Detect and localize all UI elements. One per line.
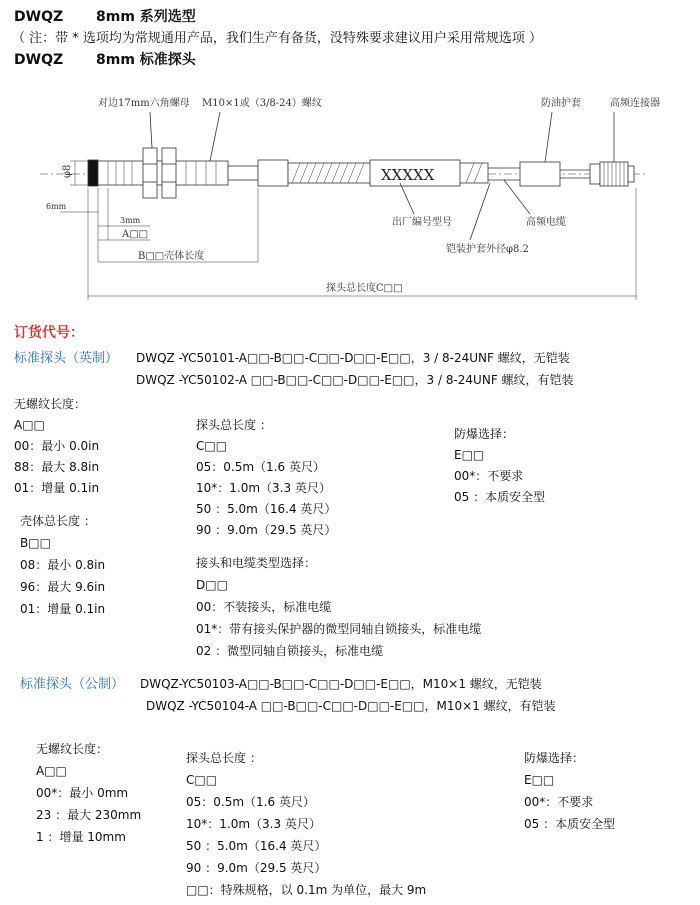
group-code: A□□ [14, 418, 45, 432]
drawing-a-label: A□□ [122, 229, 149, 240]
imperial-code-1: DWQZ -YC50101-A□□-B□□-C□□-D□□-E□□，3 / 8-24UNF 螺纹，无铠装 [136, 351, 570, 365]
imperial-thread-length-group [14, 394, 99, 499]
list-item: 05 ：本质安全型 [524, 817, 616, 831]
list-item: 96：最大 9.6in [20, 580, 106, 594]
drawing-marking-label: XXXXX [381, 166, 435, 184]
list-item: 90 ：9.0m（29.5 英尺） [196, 523, 337, 537]
title-series: 8mm 系列选型 [96, 9, 196, 25]
probe-drawing [0, 78, 700, 308]
group-title: 探头总长度 ： [196, 418, 272, 432]
drawing-oil-sleeve-label: 防油护套 [541, 98, 581, 109]
hex-nut-2 [162, 148, 176, 198]
metric-code-1: DWQZ-YC50103-A□□-B□□-C□□-D□□-E□□，M10×1 螺纹，无铠装 [140, 677, 542, 691]
group-code: A□□ [36, 764, 67, 778]
group-code: C□□ [196, 439, 228, 453]
drawing-cable-label: 高频电缆 [526, 217, 566, 228]
group-title: 无螺纹长度： [14, 397, 87, 411]
list-item: 90 ：9.0m（29.5 英尺） [186, 861, 327, 875]
imperial-code-2: DWQZ -YC50102-A □□-B□□-C□□-D□□-E□□，3 / 8-24UNF 螺纹，有铠装 [136, 373, 574, 387]
drawing-thread-label: M10×1或（3/8-24）螺纹 [202, 98, 322, 109]
list-item: 1 ：增量 10mm [36, 830, 126, 844]
list-item: 05：0.5m（1.6 英尺） [196, 460, 325, 474]
imperial-total-length-group [196, 415, 336, 541]
group-title: 无螺纹长度： [36, 742, 109, 756]
list-item: 02 ：微型同轴自锁接头，标准电缆 [196, 644, 384, 658]
drawing-6mm-label: 6mm [46, 202, 67, 211]
group-code: E□□ [454, 448, 485, 462]
group-title: 防爆选择： [454, 427, 515, 441]
metric-thread-length-group [36, 738, 141, 848]
title-model: DWQZ [14, 9, 64, 25]
oil-sleeve [520, 162, 560, 186]
metric-total-length-group [186, 747, 426, 901]
imperial-label: 标准探头（英制） [14, 351, 119, 366]
list-item: 10*：1.0m（3.3 英尺） [196, 481, 331, 495]
metric-label: 标准探头（公制） [20, 677, 125, 692]
list-item: 10*：1.0m（3.3 英尺） [186, 817, 321, 831]
list-item: 50 ：5.0m（16.4 英尺） [196, 502, 337, 516]
list-item: 00*：不要求 [524, 795, 594, 809]
list-item: 00*：最小 0mm [36, 786, 129, 800]
group-title: 接头和电缆类型选择： [196, 556, 317, 570]
list-item: □□：特殊规格，以 0.1m 为单位，最大 9m [186, 883, 427, 897]
header-subtitle [14, 49, 196, 69]
group-code: E□□ [524, 773, 555, 787]
order-title: 订货代号： [14, 325, 84, 341]
list-item: 01：增量 0.1in [14, 481, 100, 495]
imperial-explosion-group [454, 424, 545, 508]
list-item: 05：0.5m（1.6 英尺） [186, 795, 315, 809]
group-code: C□□ [186, 773, 218, 787]
metric-code-2: DWQZ -YC50104-A □□-B□□-C□□-D□□-E□□，M10×1 螺纹，有铠装 [146, 699, 556, 713]
metric-explosion-group [524, 747, 615, 835]
drawing-serial-label: 出厂编号型号 [392, 217, 452, 228]
list-item: 01*：带有接头保护器的微型同轴自锁接头，标准电缆 [196, 622, 482, 636]
list-item: 08：最小 0.8in [20, 558, 106, 572]
drawing-armor-label: 铠装护套外径φ8.2 [446, 244, 529, 255]
list-item: 05 ：本质安全型 [454, 490, 546, 504]
list-item: 00：最小 0.0in [14, 439, 100, 453]
group-title: 壳体总长度 ： [20, 514, 96, 528]
body-tail [228, 166, 258, 180]
group-title: 探头总长度 ： [186, 751, 262, 765]
list-item: 50 ：5.0m（16.4 英尺） [186, 839, 327, 853]
group-code: B□□ [20, 536, 51, 550]
list-item: 23 ：最大 230mm [36, 808, 142, 822]
list-item: 00：不装接头，标准电缆 [196, 600, 332, 614]
drawing-b-label: B□□壳体长度 [138, 251, 205, 262]
imperial-cable-type-group [196, 552, 481, 662]
imperial-case-length-group [20, 510, 105, 620]
subtitle-text: 8mm 标准探头 [96, 52, 196, 68]
drawing-phi8-label: φ8 [62, 164, 73, 178]
list-item: 00*：不要求 [454, 469, 524, 483]
group-code: D□□ [196, 578, 228, 592]
hex-nut-1 [143, 148, 157, 198]
group-title: 防爆选择： [524, 751, 585, 765]
drawing-total-length-label: 探头总长度C□□ [326, 283, 403, 294]
list-item: 88：最大 8.8in [14, 460, 100, 474]
list-item: 01：增量 0.1in [20, 602, 106, 616]
header-note: （ 注：带 * 选项均为常规通用产品，我们生产有备货，没特殊要求建议用户采用常规选项 ） [12, 31, 543, 46]
drawing-3mm-label: 3mm [120, 216, 141, 225]
subtitle-model: DWQZ [14, 52, 64, 68]
header-title [14, 6, 196, 26]
drawing-hex-nut-label: 对边17mm六角螺母 [98, 98, 190, 109]
probe-tip [88, 160, 98, 186]
drawing-connector-label: 高频连接器 [610, 98, 660, 109]
